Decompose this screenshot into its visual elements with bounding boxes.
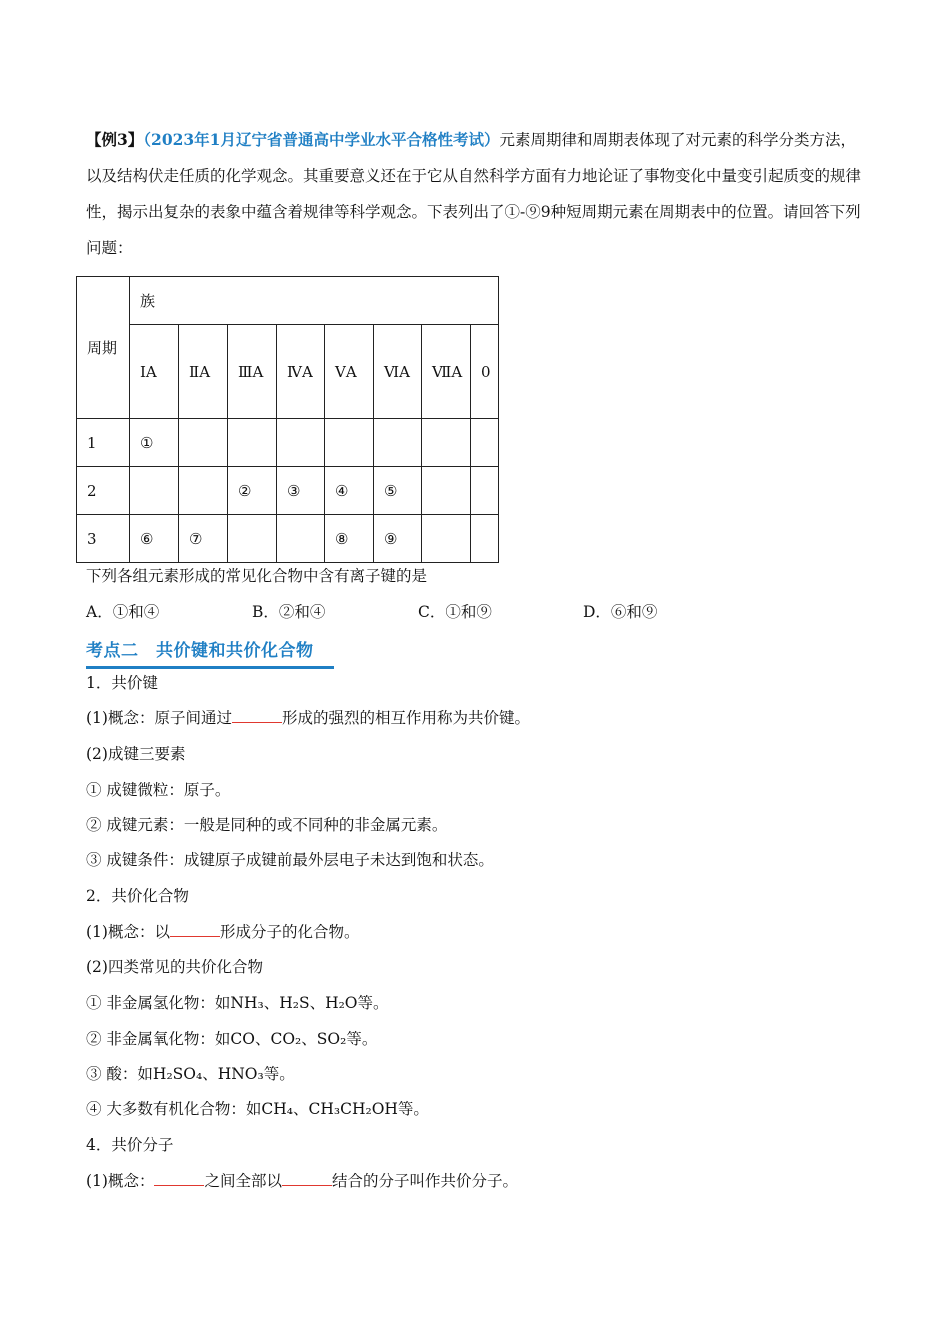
element-cell: ③ xyxy=(277,467,325,515)
option-d[interactable]: D．⑥和⑨ xyxy=(583,603,658,621)
example-paragraph xyxy=(86,122,866,266)
s2-type-1: ① 非金属氢化物：如NH₃、H₂S、H₂O等。 xyxy=(86,994,389,1012)
element-cell: ② xyxy=(228,467,277,515)
group-cell: ⅠA xyxy=(130,325,179,419)
s2-title: 2．共价化合物 xyxy=(86,887,189,905)
s4-def-c: 结合的分子叫作共价分子。 xyxy=(331,1172,518,1190)
element-cell: ⑨ xyxy=(374,515,422,563)
element-cell xyxy=(228,419,277,467)
group-header: 族 xyxy=(130,277,499,325)
answer-blank[interactable] xyxy=(282,1171,332,1186)
s4-def-b: 之间全部以 xyxy=(204,1172,282,1190)
group-cell: ⅥA xyxy=(374,325,422,419)
example-text: 元素周期律和周期表体现了对元素的科学分类方法，以及结构伏走任质的化学观念。其重要意义还在于它从自然科学方面有力地论证了事物变化中量变引起质变的规律性，揭示出复杂的表象中蕴含着规律等科学观念。下表列出了①-⑨9种短周期元素在周期表中的位置。请回答下列问题： xyxy=(86,131,862,257)
s1-element-2: ② 成键元素：一般是同种的或不同种的非金属元素。 xyxy=(86,816,448,834)
answer-blank[interactable] xyxy=(170,922,220,937)
table-row xyxy=(77,467,499,515)
element-cell xyxy=(179,467,228,515)
element-cell xyxy=(471,419,499,467)
element-cell xyxy=(422,419,471,467)
section-heading: 考点二 共价键和共价化合物 xyxy=(86,641,314,661)
element-cell xyxy=(471,515,499,563)
group-cell: 0 xyxy=(471,325,499,419)
period-cell: 3 xyxy=(77,515,130,563)
question-text: 下列各组元素形成的常见化合物中含有离子键的是 xyxy=(86,567,428,585)
element-cell xyxy=(422,515,471,563)
s1-element-1: ① 成键微粒：原子。 xyxy=(86,781,231,799)
s1-def-a: (1)概念：原子间通过 xyxy=(86,709,232,727)
group-cell: ⅣA xyxy=(277,325,325,419)
answer-blank[interactable] xyxy=(154,1171,204,1186)
element-cell: ④ xyxy=(325,467,374,515)
heading-underline xyxy=(86,666,334,669)
s2-type-4: ④ 大多数有机化合物：如CH₄、CH₃CH₂OH等。 xyxy=(86,1100,429,1118)
s2-types-title: (2)四类常见的共价化合物 xyxy=(86,958,263,976)
option-b[interactable]: B．②和④ xyxy=(252,603,326,621)
s2-def-a: (1)概念：以 xyxy=(86,923,170,941)
example-tag: 【例3】 xyxy=(86,130,144,149)
element-cell: ⑤ xyxy=(374,467,422,515)
group-cell: ⅤA xyxy=(325,325,374,419)
table-row xyxy=(77,419,499,467)
period-cell: 1 xyxy=(77,419,130,467)
element-cell xyxy=(277,515,325,563)
element-cell: ⑧ xyxy=(325,515,374,563)
option-a[interactable]: A．①和④ xyxy=(86,603,160,621)
element-cell xyxy=(422,467,471,515)
element-cell: ① xyxy=(130,419,179,467)
element-cell: ⑥ xyxy=(130,515,179,563)
element-cell xyxy=(374,419,422,467)
s1-def-b: 形成的强烈的相互作用称为共价键。 xyxy=(281,709,530,727)
element-cell xyxy=(277,419,325,467)
s4-def-a: (1)概念： xyxy=(86,1172,155,1190)
period-cell: 2 xyxy=(77,467,130,515)
option-c[interactable]: C．①和⑨ xyxy=(418,603,492,621)
element-cell: ⑦ xyxy=(179,515,228,563)
s1-element-3: ③ 成键条件：成键原子成键前最外层电子未达到饱和状态。 xyxy=(86,851,494,869)
s2-type-2: ② 非金属氧化物：如CO、CO₂、SO₂等。 xyxy=(86,1030,378,1048)
periodic-table xyxy=(76,276,499,563)
element-cell xyxy=(179,419,228,467)
s2-type-3: ③ 酸：如H₂SO₄、HNO₃等。 xyxy=(86,1065,295,1083)
s1-elements-title: (2)成键三要素 xyxy=(86,745,186,763)
element-cell xyxy=(325,419,374,467)
s2-def-b: 形成分子的化合物。 xyxy=(219,923,360,941)
s2-definition xyxy=(86,922,359,942)
element-cell xyxy=(130,467,179,515)
element-cell xyxy=(228,515,277,563)
example-source: （2023年1月辽宁省普通高中学业水平合格性考试） xyxy=(143,130,500,149)
s1-title: 1．共价键 xyxy=(86,674,158,692)
table-row xyxy=(77,515,499,563)
s4-title: 4．共价分子 xyxy=(86,1136,174,1154)
group-cell: ⅡA xyxy=(179,325,228,419)
s1-definition xyxy=(86,708,530,728)
period-header: 周期 xyxy=(77,277,130,419)
group-cell: ⅢA xyxy=(228,325,277,419)
answer-blank[interactable] xyxy=(232,708,282,723)
group-cell: ⅦA xyxy=(422,325,471,419)
element-cell xyxy=(471,467,499,515)
s4-definition xyxy=(86,1171,518,1191)
